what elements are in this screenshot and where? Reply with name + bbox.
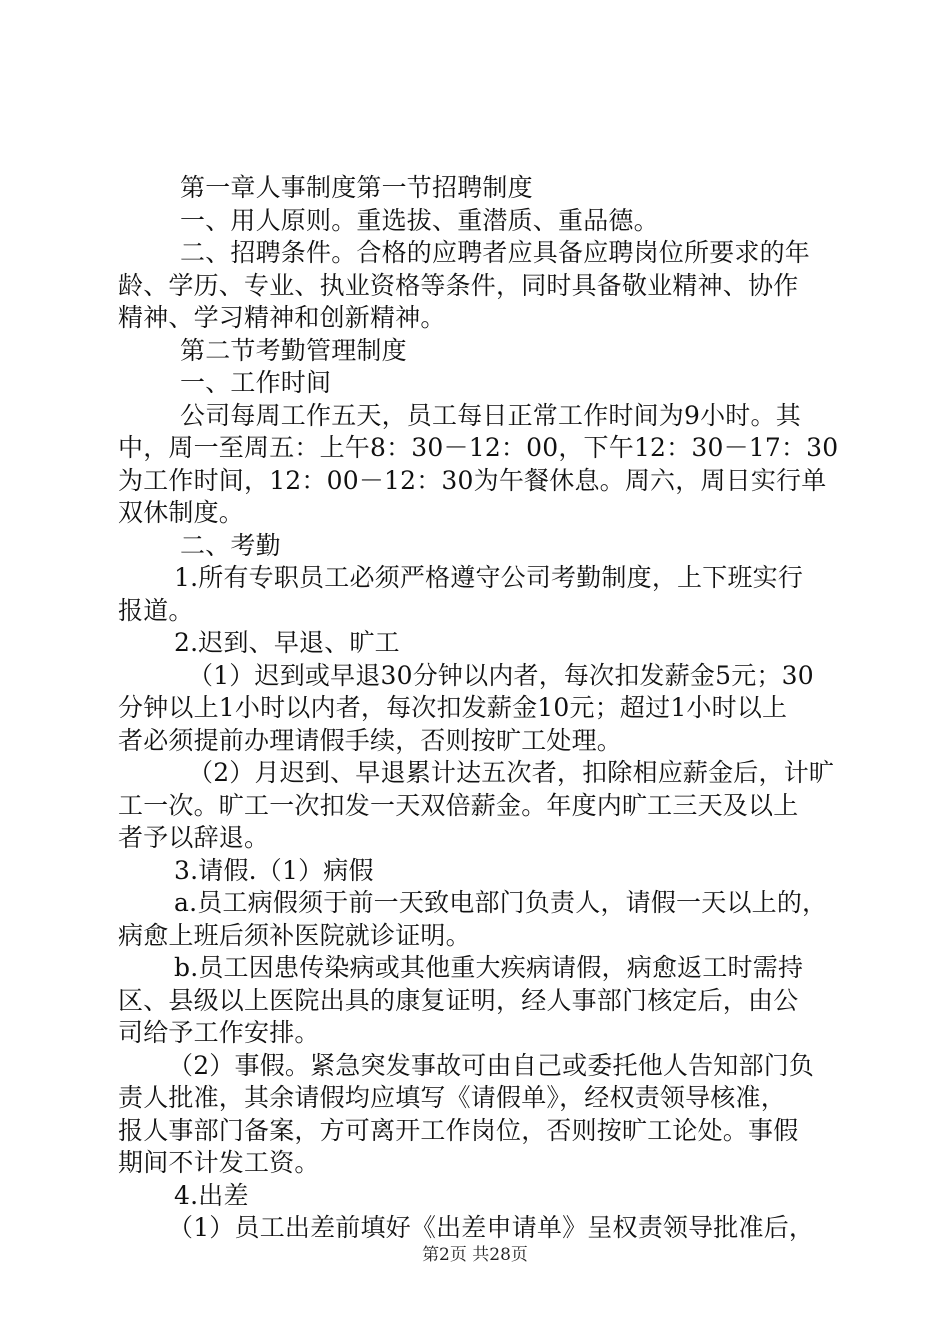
paragraph-line: 公司每周工作五天，员工每日正常工作时间为9小时。其 [180,400,801,430]
paragraph-line: 精神、学习精神和创新精神。 [118,303,446,332]
paragraph-line: 3.请假.（1）病假 [174,855,374,885]
paragraph-line: （2）月迟到、早退累计达五次者，扣除相应薪金后，计旷 [188,758,835,787]
paragraph-line: 龄、学历、专业、执业资格等条件，同时具备敬业精神、协作 [118,270,799,300]
paragraph-line: 4.出差 [174,1180,249,1210]
paragraph-line: （1）迟到或早退30分钟以内者，每次扣发薪金5元；30 [188,660,814,690]
paragraph-line: 期间不计发工资。 [118,1148,320,1177]
paragraph-line: 报人事部门备案，方可离开工作岗位，否则按旷工论处。事假 [118,1115,799,1145]
paragraph-line: 为工作时间，12：00－12：30为午餐休息。周六，周日实行单 [118,465,827,495]
paragraph-line: 责人批准，其余请假均应填写《请假单》，经权责领导核准， [118,1083,786,1112]
paragraph-line: b.员工因患传染病或其他重大疾病请假，病愈返工时需持 [174,953,804,982]
paragraph-line: 病愈上班后须补医院就诊证明。 [118,920,471,950]
page-number-footer: 第2页 共28页 [422,1245,528,1265]
paragraph-line: 中，周一至周五：上午8：30－12：00，下午12：30－17：30 [118,433,838,462]
paragraph-line: 者必须提前办理请假手续，否则按旷工处理。 [118,725,623,755]
paragraph-line: （1）员工出差前填好《出差申请单》呈权责领导批准后， [168,1213,815,1242]
paragraph-line: 一、工作时间 [180,368,332,397]
section-heading: 第二节考勤管理制度 [180,335,407,365]
paragraph-line: 者予以辞退。 [118,823,270,852]
document-body [118,172,838,1245]
paragraph-line: 二、考勤 [180,530,281,560]
paragraph-line: 二、招聘条件。合格的应聘者应具备应聘岗位所要求的年 [180,238,811,267]
paragraph-line: 区、县级以上医院出具的康复证明，经人事部门核定后，由公 [118,985,799,1015]
paragraph-line: 司给予工作安排。 [118,1018,320,1047]
paragraph-line: 2.迟到、早退、旷工 [174,628,400,657]
paragraph-line: 分钟以上1小时以内者，每次扣发薪金10元；超过1小时以上 [118,693,788,722]
section-heading: 第一章人事制度第一节招聘制度 [180,173,533,202]
paragraph-line: （2）事假。紧急突发事故可由自己或委托他人告知部门负 [168,1050,815,1080]
paragraph-line: 1.所有专职员工必须严格遵守公司考勤制度，上下班实行 [174,563,804,592]
paragraph-line: 工一次。旷工一次扣发一天双倍薪金。年度内旷工三天及以上 [118,790,799,820]
paragraph-line: 双休制度。 [118,498,245,527]
paragraph-line: a.员工病假须于前一天致电部门负责人，请假一天以上的， [174,888,828,917]
paragraph-line: 报道。 [118,595,194,625]
paragraph-line: 一、用人原则。重选拔、重潜质、重品德。 [180,205,659,235]
